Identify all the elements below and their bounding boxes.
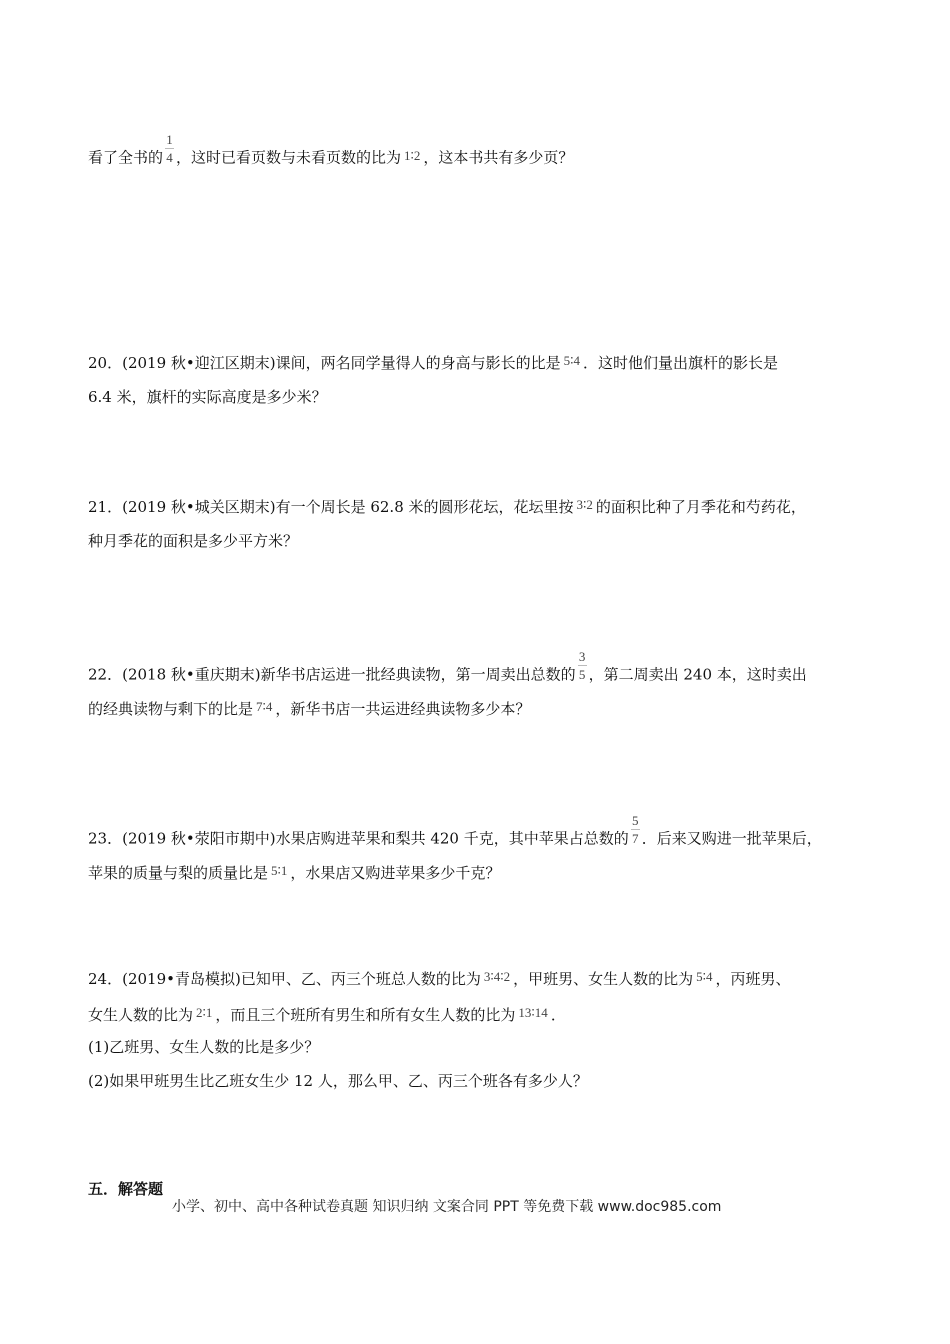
section-title: 五．解答题: [88, 1180, 164, 1198]
question-21-line1: 21．(2019 秋•城关区期末)有一个周长是 62.8 米的圆形花坛，花坛里按 3∶2 的面积比种了月季花和芍药花，: [88, 494, 806, 518]
question-20-line1: 20．(2019 秋•迎江区期末)课间，两名同学量得人的身高与影长的比是 5∶4 ．这时他们量出旗杆的影长是: [88, 350, 778, 374]
footer-banner: 小学、初中、高中各种试卷真题 知识归纳 文案合同 PPT 等免费下载 www.doc985.com: [172, 1199, 722, 1215]
question-23-line2: 苹果的质量与梨的质量比是 5∶1 ，水果店又购进苹果多少千克？: [88, 860, 500, 884]
question-22-line1: 22．(2018 秋•重庆期末)新华书店运进一批经典读物，第一周卖出总数的 $\frac{3}{5}$ ，第二周卖出 240 本，这时卖出: [88, 649, 807, 684]
fraction-one-quarter: $\frac{1}{4}$: [166, 132, 173, 165]
question-24-line2: 女生人数的比为 2∶1 ，而且三个班所有男生和所有女生人数的比为 13∶14 ．: [88, 1002, 566, 1026]
ratio-2-1: 2∶1: [196, 1005, 213, 1020]
ratio-7-4: 7∶4: [256, 699, 273, 714]
fraction-five-sevenths: $\frac{5}{7}$: [632, 813, 639, 846]
question-24-sub2: (2)如果甲班男生比乙班女生少 12 人，那么甲、乙、丙三个班各有多少人？: [88, 1072, 588, 1090]
ratio-13-14: 13∶14: [518, 1005, 548, 1020]
question-21-line2: 种月季花的面积是多少平方米？: [88, 532, 299, 550]
ratio-1-2: 1∶2: [404, 147, 421, 163]
question-23-line1: 23．(2019 秋•荥阳市期中)水果店购进苹果和梨共 420 千克，其中苹果占总数的 $\frac{5}{7}$ ．后来又购进一批苹果后，: [88, 813, 822, 848]
question-24-line1: 24．(2019•青岛模拟)已知甲、乙、丙三个班总人数的比为 3∶4∶2 ，甲班男、女生人数的比为 5∶4 ，丙班男、: [88, 966, 791, 990]
question-22-line2: 的经典读物与剩下的比是 7∶4 ，新华书店一共运进经典读物多少本？: [88, 696, 530, 720]
ratio-3-4-2: 3∶4∶2: [483, 969, 511, 984]
ratio-3-2: 3∶2: [576, 497, 593, 512]
ratio-5-4: 5∶4: [696, 969, 713, 984]
fraction-three-fifths: $\frac{3}{5}$: [578, 649, 586, 682]
ratio-5-1: 5∶1: [271, 863, 288, 878]
question-19-line: 看了全书的 $\frac{1}{4}$ ，这时已看页数与未看页数的比为 1∶2 ，这本书共有多少页？: [88, 132, 574, 167]
question-20-line2: 6.4 米，旗杆的实际高度是多少米？: [88, 388, 327, 406]
question-24-sub1: (1)乙班男、女生人数的比是多少？: [88, 1038, 320, 1056]
ratio-5-4: 5∶4: [563, 353, 580, 368]
